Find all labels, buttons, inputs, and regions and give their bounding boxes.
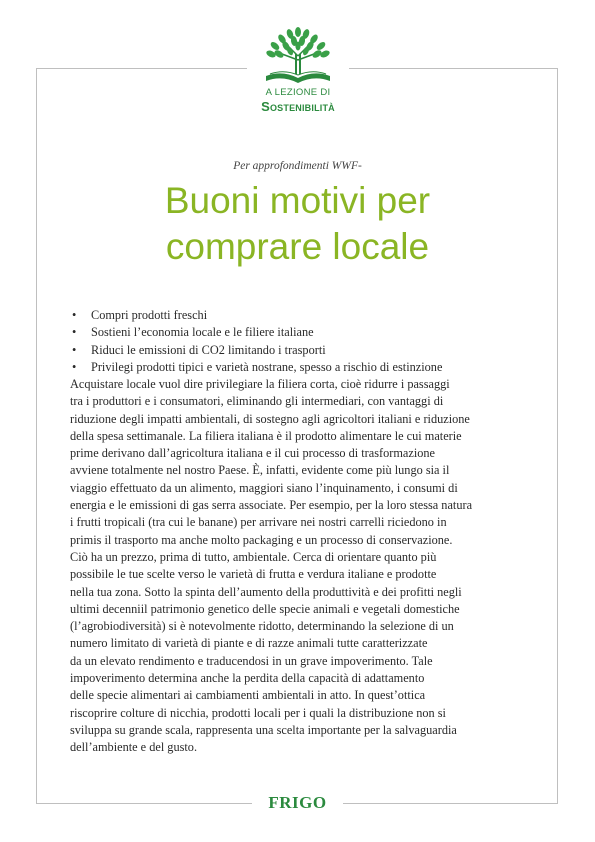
bullet-item [70, 359, 442, 376]
bullet-dot-icon: • [72, 308, 77, 322]
body-line: nella tua zona. Sotto la spinta dell’aumento della produttività e dei profitti negli [70, 584, 462, 599]
logo-line-2: Sostenibilità [261, 99, 335, 114]
bullet-dot-icon: • [72, 359, 77, 374]
body-line: ultimi decenniil patrimonio genetico delle specie animali e vegetali domestiche [70, 601, 460, 616]
bullet-text: Privilegi prodotti tipici e varietà nostrane, spesso a rischio di estinzione [91, 359, 443, 374]
body-line: energia e le emissioni di gas serra associate. Per esempio, per la loro stessa natura [70, 498, 473, 513]
title-line-2: comprare locale [165, 226, 430, 267]
body-line: prime derivano dall’agricoltura italiana e il cui processo di trasformazione [70, 446, 436, 461]
bullet-item [70, 342, 442, 359]
subtitle: Per approfondimenti WWF- [233, 160, 362, 172]
bullet-dot-icon: • [72, 342, 77, 357]
logo-line-1: A LEZIONE DI [265, 87, 331, 98]
bullet-item [70, 324, 442, 341]
body-line: primis il trasporto ma anche molto packaging e un processo di conservazione. [70, 532, 453, 547]
title-line-1: Buoni motivi per [164, 180, 431, 221]
bullet-text: Sostieni l’economia locale e le filiere italiane [91, 325, 314, 340]
logo [247, 20, 349, 122]
bullet-list [70, 307, 442, 376]
bullet-dot-icon: • [72, 325, 77, 340]
body-line: riduzione degli impatti ambientali, di sostegno agli agricoltori italiani e riduzione [70, 411, 470, 426]
footer [252, 790, 343, 816]
body-line: sviluppa su grande scala, rappresenta una scelta importante per la salvaguardia [70, 722, 457, 737]
body-line: viaggio effettuato da un alimento, maggiori siano l’inquinamento, i consumi di [70, 480, 458, 495]
body-line: possibile le tue scelte verso le varietà di frutta e verdura italiane e prodotte [70, 567, 437, 582]
body-line: (l’agrobiodiversità) si è notevolmente ridotto, determinando la selezione di un [70, 619, 454, 634]
body-line: delle specie alimentari ai cambiamenti ambientali in atto. In quest’ottica [70, 688, 426, 703]
body-line: Acquistare locale vuol dire privilegiare la filiera corta, cioè ridurre i passaggi [70, 377, 450, 391]
body-line: della spesa settimanale. La filiera italiana è il prodotto alimentare le cui materie [70, 428, 462, 443]
bullet-item [70, 307, 442, 324]
body-line: numero limitato di varietà di piante e di razze animali tutte caratterizzate [70, 636, 428, 651]
page-title [40, 178, 555, 270]
footer-brand: FRIGO [268, 793, 327, 812]
bullet-text: Riduci le emissioni di CO2 limitando i trasporti [91, 342, 326, 357]
body-line: i frutti tropicali (tra cui le banane) per arrivare nei nostri carrelli riciedono in [70, 515, 447, 530]
body-line: riscoprire colture di nicchia, prodotti locali per i quali la distribuzione non si [70, 705, 446, 720]
body-line: impoverimento determina anche la perdita della capacità di adattamento [70, 671, 425, 686]
tree-book-icon [260, 24, 336, 86]
body-paragraph [70, 376, 540, 757]
body-line: tra i produttori e i consumatori, eliminando gli intermediari, con vantaggi di [70, 394, 444, 409]
body-line: Ciò ha un prezzo, prima di tutto, ambientale. Cerca di orientare quanto più [70, 549, 437, 564]
body-line: da un elevato rendimento e traducendosi in un grave impoverimento. Tale [70, 653, 433, 668]
body-line: dell’ambiente e del gusto. [70, 740, 198, 755]
bullet-text: Compri prodotti freschi [91, 308, 208, 322]
body-line: avviene totalmente nel nostro Paese. È, infatti, evidente come più lungo sia il [70, 463, 450, 478]
